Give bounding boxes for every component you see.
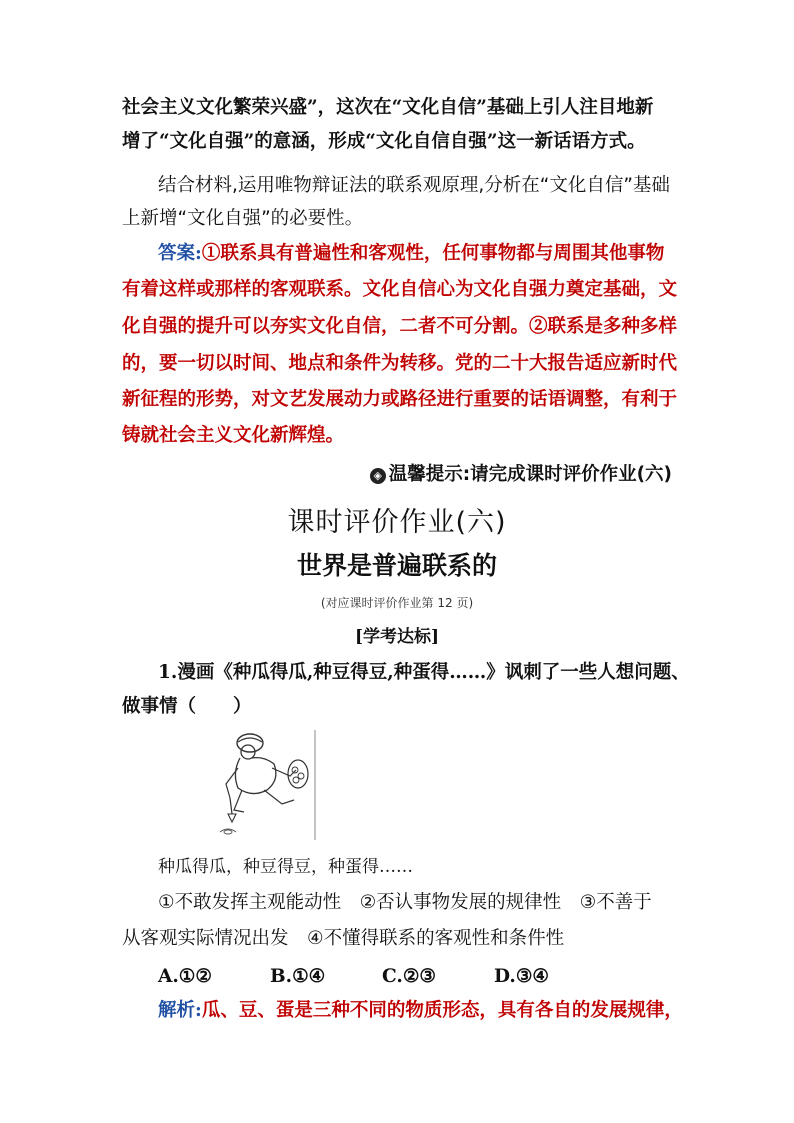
homework-title: 课时评价作业(六)	[287, 507, 507, 538]
answer-text-1: ①联系具有普遍性和客观性，任何事物都与周围其他事物	[201, 243, 665, 264]
analysis-text-1: 瓜、豆、蛋是三种不同的物质形态，具有各自的发展规律，	[201, 1000, 683, 1021]
q1-options-line-1: ①不敢发挥主观能动性 ②否认事物发展的规律性 ③不善于	[158, 892, 652, 913]
reminder-tip	[370, 460, 672, 486]
answer-line-6: 铸就社会主义文化新辉煌。	[122, 425, 345, 446]
choice-d[interactable]: D.③④	[494, 966, 549, 987]
choice-b[interactable]: B.①④	[270, 966, 326, 987]
q1-stem-line-1: 1.漫画《种瓜得瓜,种豆得豆,种蛋得……》讽刺了一些人想问题、	[158, 662, 690, 683]
q1-stem-line-2: 做事情（ ）	[122, 696, 252, 717]
answer-line-2: 有着这样或那样的客观联系。文化自信心为文化自强力奠定基础，文	[122, 279, 678, 300]
section-heading: [学考达标]	[354, 627, 440, 647]
choice-a[interactable]: A.①②	[158, 966, 212, 987]
q1-choices	[158, 964, 549, 990]
material-line-1: 社会主义文化繁荣兴盛”，这次在“文化自信”基础上引人注目地新	[122, 97, 654, 118]
tip-text: 温馨提示:请完成课时评价作业(六)	[388, 464, 672, 485]
q1-options-line-2: 从客观实际情况出发 ④不懂得联系的客观性和条件性	[122, 928, 565, 949]
q1-analysis-line-1	[158, 998, 683, 1024]
cartoon-image	[212, 728, 322, 842]
homework-subtitle: 世界是普遍联系的	[296, 551, 497, 580]
analysis-label: 解析:	[158, 1000, 202, 1021]
answer-line-3: 化自强的提升可以夯实文化自信，二者不可分割。②联系是多种多样	[122, 316, 678, 337]
tip-icon: ◈	[370, 468, 386, 484]
answer-line-4: 的，要一切以时间、地点和条件为转移。党的二十大报告适应新时代	[122, 353, 678, 374]
answer-label: 答案:	[158, 243, 202, 264]
question-line-2: 上新增“文化自强”的必要性。	[122, 208, 364, 229]
page-reference: (对应课时评价作业第 12 页)	[320, 596, 474, 610]
answer-line-1	[158, 241, 664, 267]
cartoon-caption: 种瓜得瓜，种豆得豆，种蛋得……	[158, 857, 413, 877]
answer-line-5: 新征程的形势，对文艺发展动力或路径进行重要的话语调整，有利于	[122, 389, 678, 410]
question-line-1: 结合材料,运用唯物辩证法的联系观原理,分析在“文化自信”基础	[158, 175, 670, 196]
choice-c[interactable]: C.②③	[382, 966, 437, 987]
material-line-2: 增了“文化自强”的意涵，形成“文化自信自强”这一新话语方式。	[122, 131, 646, 152]
